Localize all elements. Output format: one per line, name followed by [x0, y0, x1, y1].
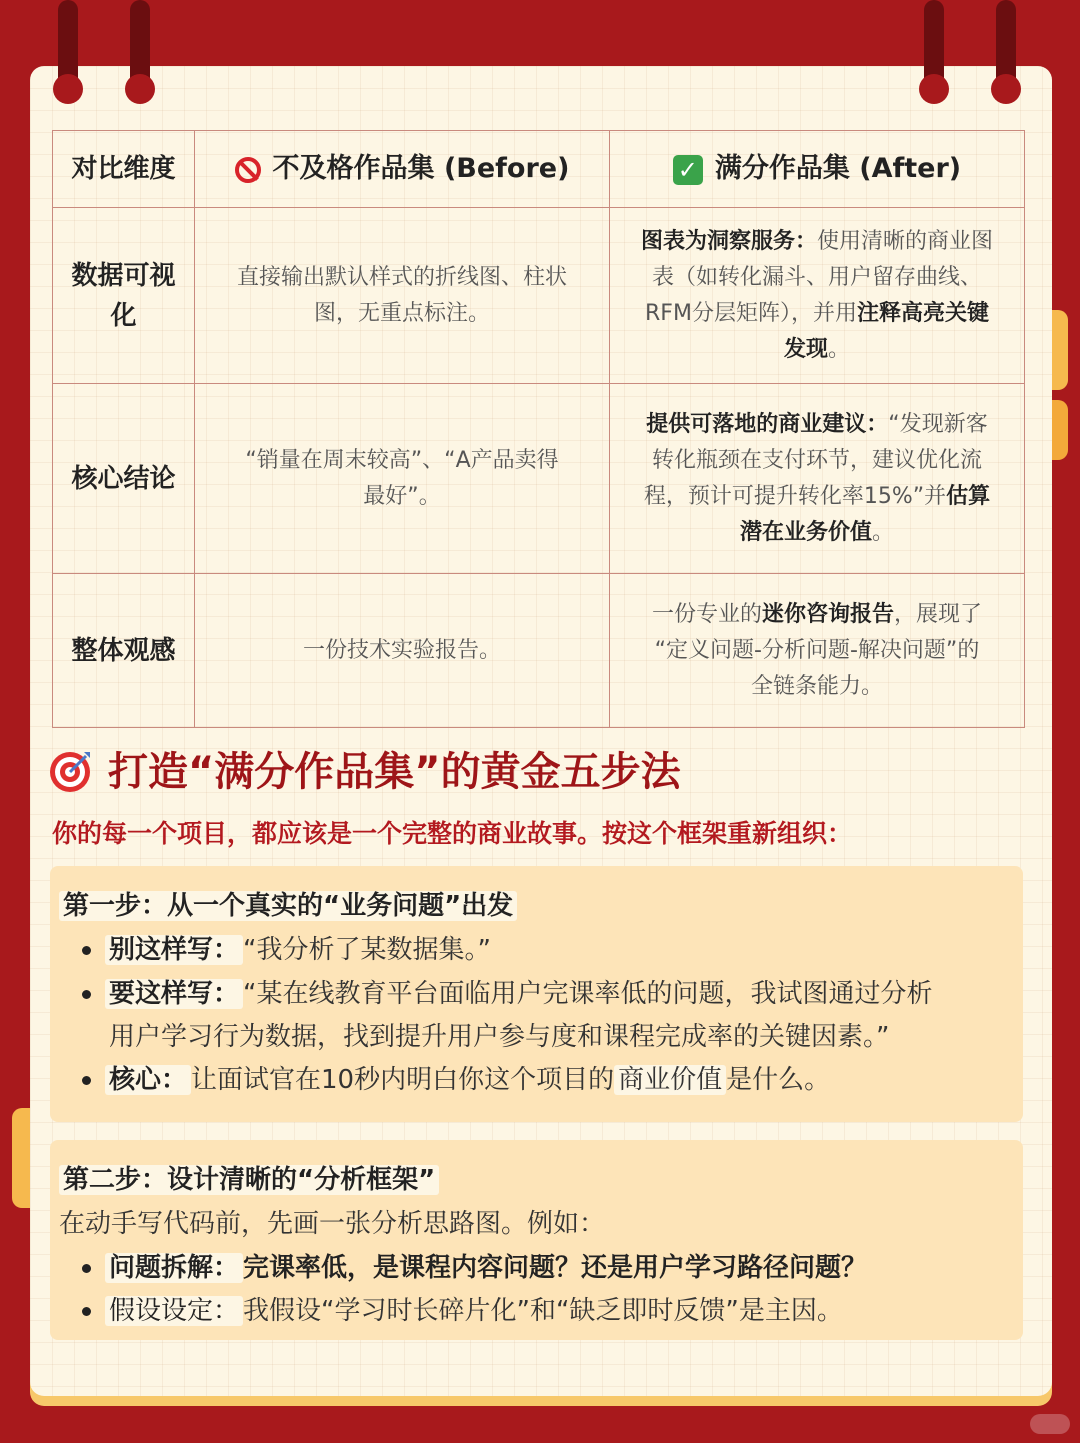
no-entry-icon: [235, 157, 261, 183]
row-before: 一份技术实验报告。: [195, 574, 610, 728]
binder-hole: [919, 74, 949, 104]
step1-bullet-1: 别这样写： “我分析了某数据集。”: [105, 930, 491, 970]
step2-bullet-1: 问题拆解： 完课率低，是课程内容问题？还是用户学习路径问题？: [105, 1248, 867, 1288]
row-dimension: 核心结论: [53, 384, 195, 574]
step1-bullet-2: 要这样写： “某在线教育平台面临用户完课率低的问题，我试图通过分析: [105, 974, 933, 1014]
step2-title: 第二步：设计清晰的“分析框架”: [59, 1160, 439, 1200]
watermark-logo: [1030, 1414, 1070, 1434]
bullet-dot: [82, 1307, 91, 1316]
row-after: 图表为洞察服务：使用清晰的商业图 表（如转化漏斗、用户留存曲线、 RFM分层矩阵），并用注释高亮关键 发现。: [610, 208, 1025, 384]
step2-bullet-2: 假设设定： 我假设“学习时长碎片化”和“缺乏即时反馈”是主因。: [105, 1291, 843, 1331]
step1-bullet-2-cont: 用户学习行为数据，找到提升用户参与度和课程完成率的关键因素。”: [109, 1022, 890, 1052]
row-dimension: 整体观感: [53, 574, 195, 728]
bullet-dot: [82, 990, 91, 999]
binder-hole: [991, 74, 1021, 104]
step2-card: [50, 1140, 1023, 1340]
step1-title: 第一步：从一个真实的“业务问题”出发: [59, 886, 517, 926]
section-subtitle: 你的每一个项目，都应该是一个完整的商业故事。按这个框架重新组织：: [52, 819, 853, 848]
step1-bullet-3: 核心： 让面试官在10秒内明白你这个项目的 商业价值 是什么。: [105, 1060, 830, 1100]
header-before: 不及格作品集 (Before): [195, 131, 610, 208]
binder-hole: [53, 74, 83, 104]
bullet-dot: [82, 946, 91, 955]
row-after: 一份专业的迷你咨询报告，展现了 “定义问题-分析问题-解决问题”的 全链条能力。: [610, 574, 1025, 728]
row-dimension: 数据可视 化: [53, 208, 195, 384]
comparison-table: [52, 130, 1025, 728]
table-row: [53, 574, 1025, 728]
bullet-dot: [82, 1076, 91, 1085]
check-mark-icon: ✓: [673, 155, 703, 185]
row-before: “销量在周末较高”、“A产品卖得 最好”。: [195, 384, 610, 574]
row-before: 直接输出默认样式的折线图、柱状 图，无重点标注。: [195, 208, 610, 384]
header-after: ✓ 满分作品集 (After): [610, 131, 1025, 208]
row-after: 提供可落地的商业建议：“发现新客 转化瓶颈在支付环节，建议优化流 程，预计可提升转化率15%”并估算 潜在业务价值。: [610, 384, 1025, 574]
bullet-dot: [82, 1264, 91, 1273]
binder-hole: [125, 74, 155, 104]
target-icon: [48, 750, 92, 794]
header-dimension: 对比维度: [53, 131, 195, 208]
section-title: 打造“满分作品集”的黄金五步法: [48, 744, 681, 800]
table-row: [53, 208, 1025, 384]
table-header-row: [53, 131, 1025, 208]
step1-card: [50, 866, 1023, 1122]
table-row: [53, 384, 1025, 574]
step2-intro: 在动手写代码前，先画一张分析思路图。例如：: [59, 1209, 606, 1239]
